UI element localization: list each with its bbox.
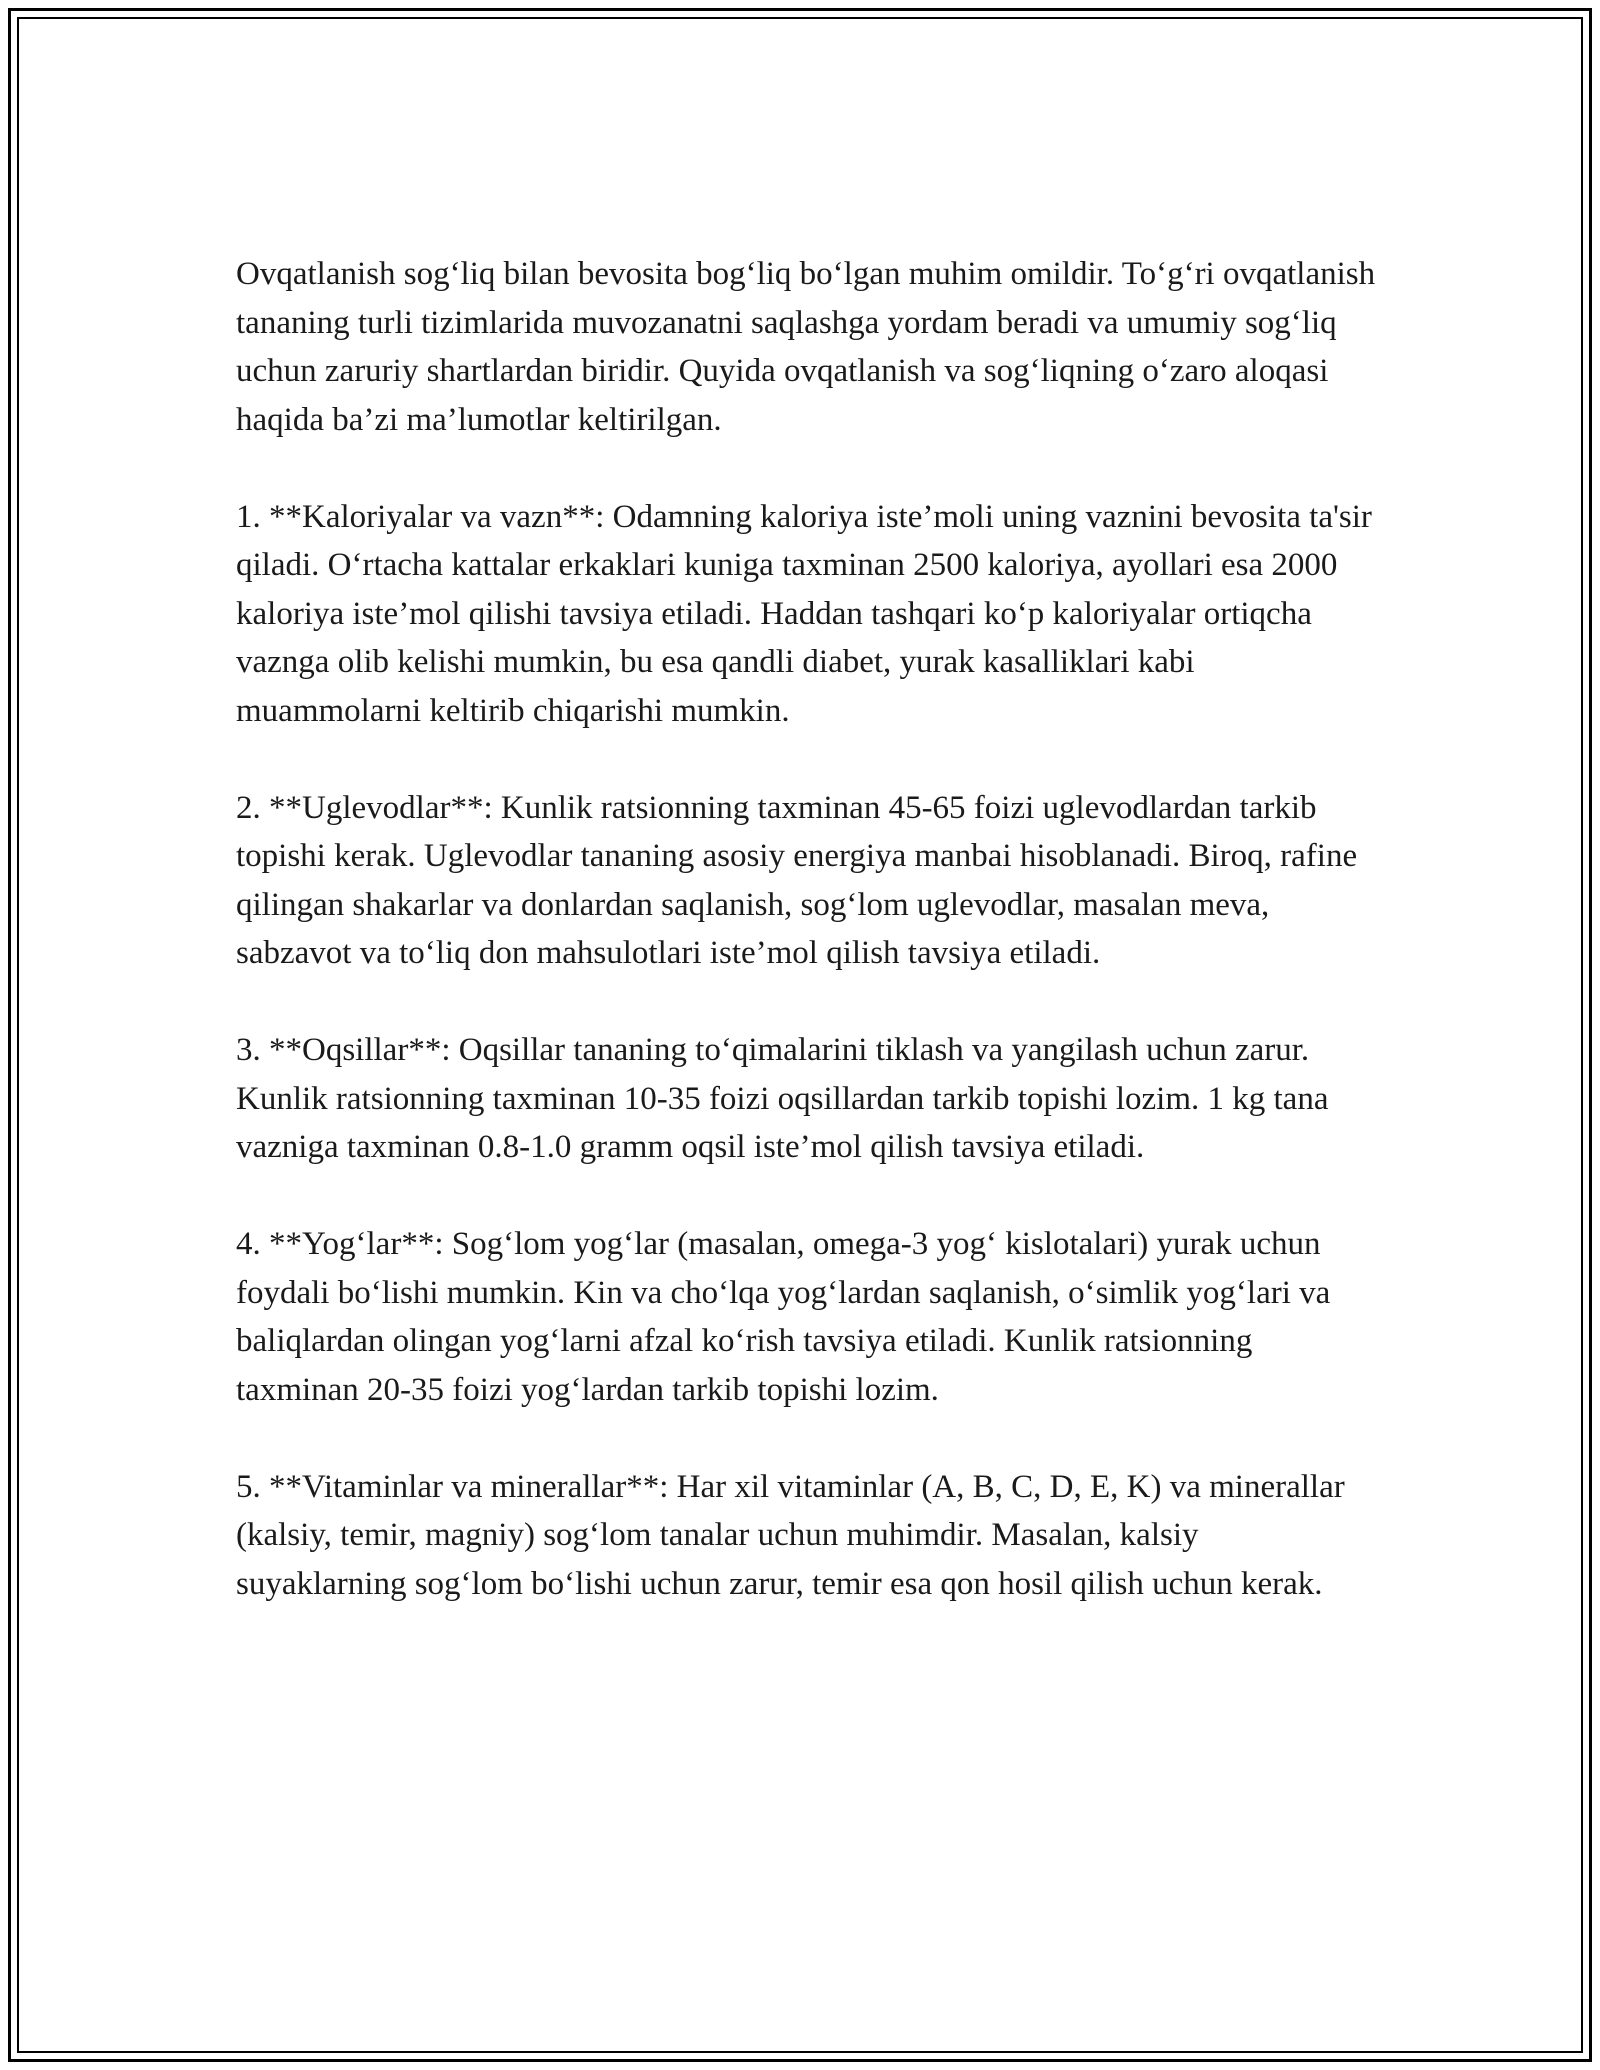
item-vitamins-minerals: 5. **Vitaminlar va minerallar**: Har xil vitaminlar (A, B, C, D, E, K) va minerallar (kalsiy, temir, magniy) sog‘lom tanalar uchun muhimdir. Masalan, kalsiy suyaklarning sog‘lom bo‘lishi uchun zarur, temir esa qon hosil qilish uchun kerak. xyxy=(236,1468,1345,1602)
item-fats: 4. **Yog‘lar**: Sog‘lom yog‘lar (masalan, omega-3 yog‘ kislotalari) yurak uchun foydali bo‘lishi mumkin. Kin va cho‘lqa yog‘lardan saqlanish, o‘simlik yog‘lari va baliqlardan olingan yog‘larni afzal ko‘rish tavsiya etiladi. Kunlik ratsionning taxminan 20-35 foizi yog‘lardan tarkib topishi lozim. xyxy=(236,1226,1331,1408)
item-calories: 1. **Kaloriyalar va vazn**: Odamning kaloriya iste’moli uning vaznini bevosita ta'sir qiladi. O‘rtacha kattalar erkaklari kuniga taxminan 2500 kaloriya, ayollari esa 2000 kaloriya iste’mol qilishi tavsiya etiladi. Haddan tashqari ko‘p kaloriyalar ortiqcha vaznga olib kelishi mumkin, bu esa qandli diabet, yurak kasalliklari kabi muammolarni keltirib chiqarishi mumkin. xyxy=(236,498,1372,729)
item-carbohydrates: 2. **Uglevodlar**: Kunlik ratsionning taxminan 45-65 foizi uglevodlardan tarkib topishi kerak. Uglevodlar tananing asosiy energiya manbai hisoblanadi. Biroq, rafine qilingan shakarlar va donlardan saqlanish, sog‘lom uglevodlar, masalan meva, sabzavot va to‘liq don mahsulotlari iste’mol qilish tavsiya etiladi. xyxy=(236,789,1358,971)
item-proteins: 3. **Oqsillar**: Oqsillar tananing to‘qimalarini tiklash va yangilash uchun zarur. Kunlik ratsionning taxminan 10-35 foizi oqsillardan tarkib topishi lozim. 1 kg tana vazniga taxminan 0.8-1.0 gramm oqsil iste’mol qilish tavsiya etiladi. xyxy=(236,1032,1329,1165)
intro-paragraph: Ovqatlanish sog‘liq bilan bevosita bog‘liq bo‘lgan muhim omildir. To‘g‘ri ovqatlanish tananing turli tizimlarida muvozanatni saqlashga yordam beradi va umumiy sog‘liq uchun zaruriy shartlardan biridir. Quyida ovqatlanish va sog‘liqning o‘zaro aloqasi haqida ba’zi ma’lumotlar keltirilgan. xyxy=(236,256,1376,438)
document-body xyxy=(236,250,1376,1657)
